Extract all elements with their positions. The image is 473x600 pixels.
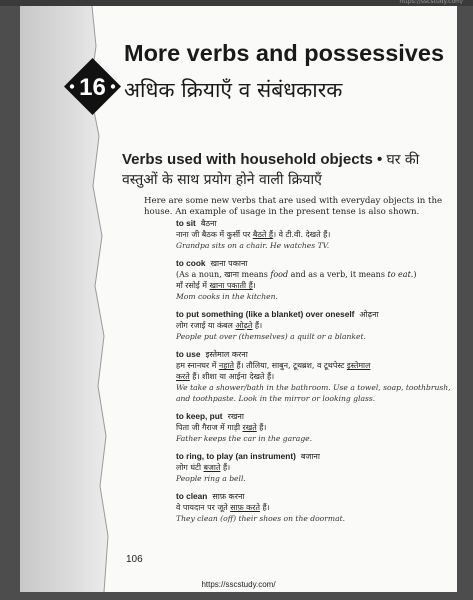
text-segment: (As a noun, xyxy=(176,270,225,279)
verb-entry xyxy=(176,411,453,444)
verb-term xyxy=(176,411,453,422)
verb-term-english: to use xyxy=(176,349,201,359)
text-segment: ) xyxy=(413,270,417,279)
section-intro: Here are some new verbs that are used with everyday objects in the house. An example of usage in the present tense is also shown. xyxy=(144,196,443,217)
page-number: 106 xyxy=(126,554,143,565)
text-segment: हैं। xyxy=(252,321,263,330)
usage-note-line xyxy=(176,269,453,280)
verb-term xyxy=(176,258,453,269)
verb-term-hindi: रखना xyxy=(227,412,244,421)
english-translation: They clean (off) their shoes on the doormat. xyxy=(176,514,346,523)
verb-entry xyxy=(176,349,453,404)
text-segment: means xyxy=(238,270,271,279)
text-segment: रखते xyxy=(242,423,257,432)
verb-entry xyxy=(176,451,453,484)
text-segment: । xyxy=(252,281,256,290)
verb-term-english: to sit xyxy=(176,218,196,228)
verb-term-hindi: इस्तेमाल करना xyxy=(205,350,248,359)
english-translation: People ring a bell. xyxy=(176,474,246,483)
text-segment: लोग रजाई या कंबल xyxy=(176,321,236,330)
verb-term xyxy=(176,451,453,462)
hindi-example-line xyxy=(176,422,453,433)
text-segment: साफ़ करते xyxy=(230,503,260,512)
verb-term xyxy=(176,218,453,229)
verb-term xyxy=(176,349,453,360)
verb-term-english: to ring, to play (an instrument) xyxy=(176,451,296,461)
text-segment: । वे टी.वी. देखते हैं। xyxy=(273,230,331,239)
hindi-example-line xyxy=(176,502,453,513)
english-translation: Father keeps the car in the garage. xyxy=(176,434,313,443)
chapter-number: 16 xyxy=(79,74,106,101)
text-segment: नाना जी बैठक में कुर्सी पर xyxy=(176,230,253,239)
document-page xyxy=(20,6,457,592)
english-translation: We take a shower/bath in the bathroom. Use a towel, soap, toothbrush, and toothpaste. Look in the mirror or looking glass. xyxy=(176,383,451,403)
verb-entry xyxy=(176,258,453,302)
footer-url: https://sscstudy.com/ xyxy=(201,580,276,589)
verb-term-english: to put something (like a blanket) over oneself xyxy=(176,309,355,319)
text-segment: हैं। xyxy=(220,463,231,472)
text-segment: लोग घंटी xyxy=(176,463,204,472)
english-translation: People put over (themselves) a quilt or a blanket. xyxy=(176,332,366,341)
chapter-title-hindi: अधिक क्रियाएँ व संबंधकारक xyxy=(124,78,343,102)
verb-entry xyxy=(176,491,453,524)
text-segment: to eat. xyxy=(387,270,414,279)
hindi-example-line xyxy=(176,320,453,331)
text-segment: food xyxy=(270,270,289,279)
text-segment: पिता जी गैराज में गाड़ी xyxy=(176,423,243,432)
verb-entries-list xyxy=(176,218,453,524)
text-segment: हैं। तौलिया, साबुन, टूथब्रश, व टूथपेस्ट xyxy=(233,361,347,370)
text-segment: बैठते हैं xyxy=(252,230,274,239)
hindi-example-line xyxy=(176,229,453,240)
english-translation: Grandpa sits on a chair. He watches TV. xyxy=(176,241,330,250)
verb-entry xyxy=(176,309,453,342)
hindi-example-line xyxy=(176,371,453,382)
verb-term-hindi: खाना पकाना xyxy=(210,259,248,268)
text-segment: माँ रसोई में xyxy=(176,281,210,290)
text-segment: हैं। शीशा या आईना देखते हैं। xyxy=(189,372,275,381)
text-segment: खाना पकाती हैं xyxy=(209,281,253,290)
text-segment: हैं। xyxy=(259,503,270,512)
verb-term-hindi: ओढ़ना xyxy=(359,310,379,319)
chapter-title: More verbs and possessives xyxy=(124,40,445,66)
text-segment: हम स्नानघर में xyxy=(176,361,219,370)
section-heading-hindi: घर की वस्तुओं के साथ प्रयोग होने वाली क्रियाएँ xyxy=(122,152,420,188)
text-segment: इस्तेमाल xyxy=(346,361,371,370)
text-segment: हैं। xyxy=(256,423,267,432)
section-heading-english: Verbs used with household objects • xyxy=(122,151,383,168)
text-segment: वे पायदान पर जूते xyxy=(176,503,231,512)
text-segment: नहाते xyxy=(218,361,234,370)
hindi-example-line xyxy=(176,462,453,473)
verb-term-hindi: साफ़ करना xyxy=(212,492,245,501)
verb-term-hindi: बैठना xyxy=(200,219,217,228)
verb-term xyxy=(176,309,453,320)
verb-entry xyxy=(176,218,453,251)
verb-term-english: to keep, put xyxy=(176,411,223,421)
text-segment: बजाते xyxy=(203,463,221,472)
verb-term xyxy=(176,491,453,502)
text-segment: खाना xyxy=(224,270,239,279)
verb-term-hindi: बजाना xyxy=(300,452,320,461)
verb-term-english: to cook xyxy=(176,258,206,268)
text-segment: and as a verb, it means xyxy=(288,270,388,279)
english-translation: Mom cooks in the kitchen. xyxy=(176,292,278,301)
text-segment: ओढ़ते xyxy=(235,321,253,330)
section-heading xyxy=(122,150,452,190)
verb-term-english: to clean xyxy=(176,491,208,501)
hindi-example-line xyxy=(176,280,453,291)
hindi-example-line xyxy=(176,360,453,371)
chapter-number-badge xyxy=(64,58,121,115)
viewer-url-text: https://sscstudy.com/ xyxy=(399,0,463,5)
text-segment: करते xyxy=(176,372,190,381)
